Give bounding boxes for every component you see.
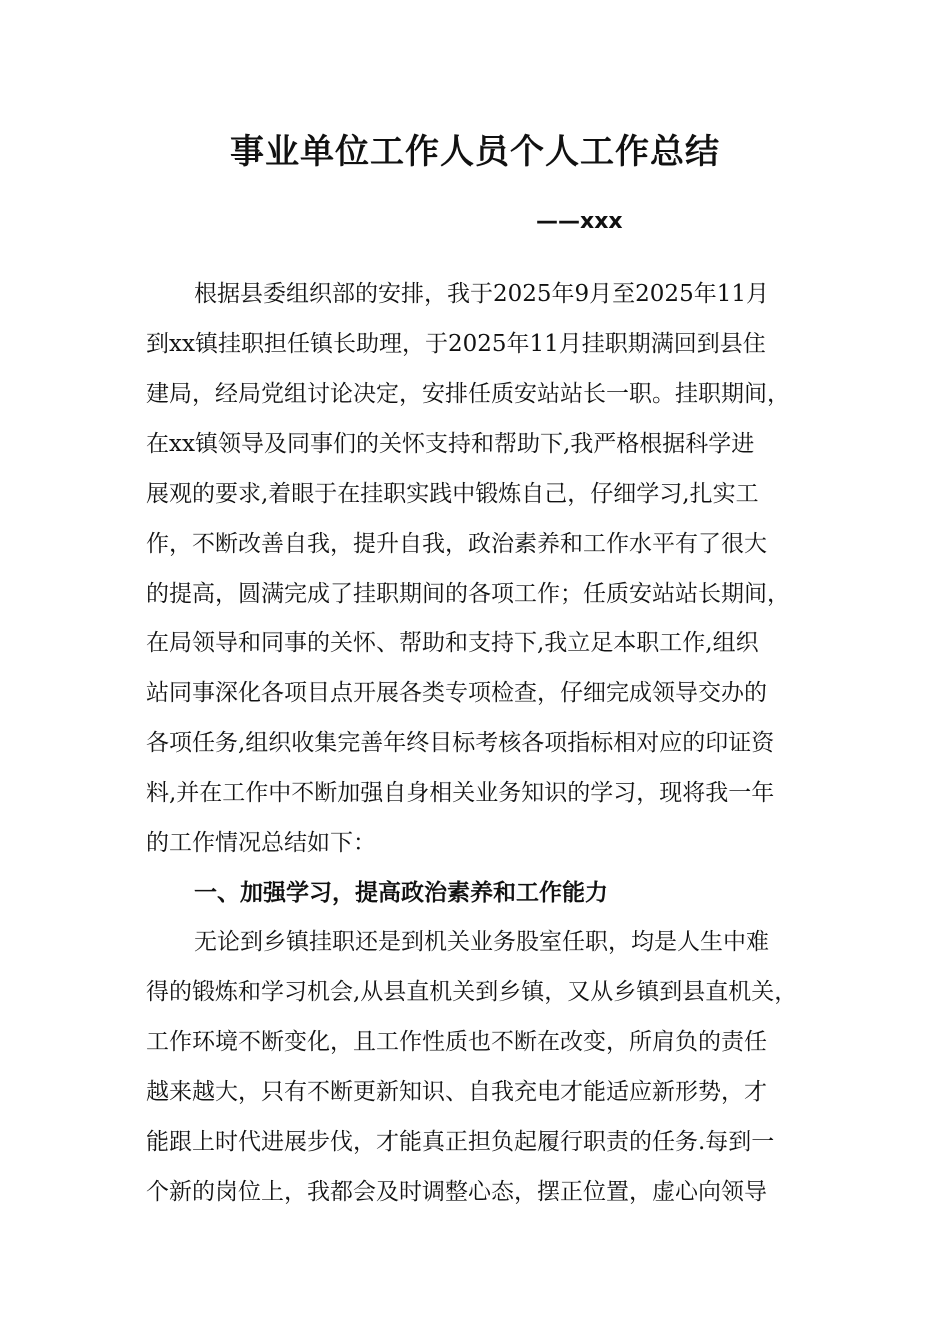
paragraph-line: 在局领导和同事的关怀、帮助和支持下,我立足本职工作,组织: [146, 630, 759, 656]
paragraph-line: 料,并在工作中不断加强自身相关业务知识的学习，现将我一年: [146, 780, 775, 806]
document-title: 事业单位工作人员个人工作总结: [230, 132, 720, 172]
paragraph-line: 的提高，圆满完成了挂职期间的各项工作；任质安站站长期间，: [146, 581, 790, 607]
paragraph-line: 到xx镇挂职担任镇长助理，于2025年11月挂职期满回到县住: [146, 331, 766, 357]
paragraph-line: 得的锻炼和学习机会,从县直机关到乡镇，又从乡镇到县直机关，: [146, 979, 798, 1005]
paragraph-line: 的工作情况总结如下：: [146, 830, 376, 856]
paragraph-line: 越来越大，只有不断更新知识、自我充电才能适应新形势，才: [146, 1079, 767, 1105]
paragraph-line: 站同事深化各项目点开展各类专项检查，仔细完成领导交办的: [146, 680, 767, 706]
section-heading: 一、加强学习，提高政治素养和工作能力: [194, 880, 608, 906]
paragraph-line: 能跟上时代进展步伐，才能真正担负起履行职责的任务.每到一: [146, 1129, 775, 1155]
paragraph-line: 无论到乡镇挂职还是到机关业务股室任职，均是人生中难: [194, 929, 769, 955]
paragraph-line: 根据县委组织部的安排，我于2025年9月至2025年11月: [194, 281, 769, 307]
paragraph-line: 建局，经局党组讨论决定，安排任质安站站长一职。挂职期间，: [146, 381, 790, 407]
paragraph-line: 作，不断改善自我，提升自我，政治素养和工作水平有了很大: [146, 531, 767, 557]
paragraph-line: 个新的岗位上，我都会及时调整心态，摆正位置，虚心向领导: [146, 1179, 767, 1205]
paragraph-line: 工作环境不断变化，且工作性质也不断在改变，所肩负的责任: [146, 1029, 767, 1055]
paragraph-line: 各项任务,组织收集完善年终目标考核各项指标相对应的印证资: [146, 730, 775, 756]
document-author: ——xxx: [536, 209, 623, 234]
paragraph-line: 在xx镇领导及同事们的关怀支持和帮助下,我严格根据科学进: [146, 431, 755, 457]
paragraph-line: 展观的要求,着眼于在挂职实践中锻炼自己，仔细学习,扎实工: [146, 481, 759, 507]
